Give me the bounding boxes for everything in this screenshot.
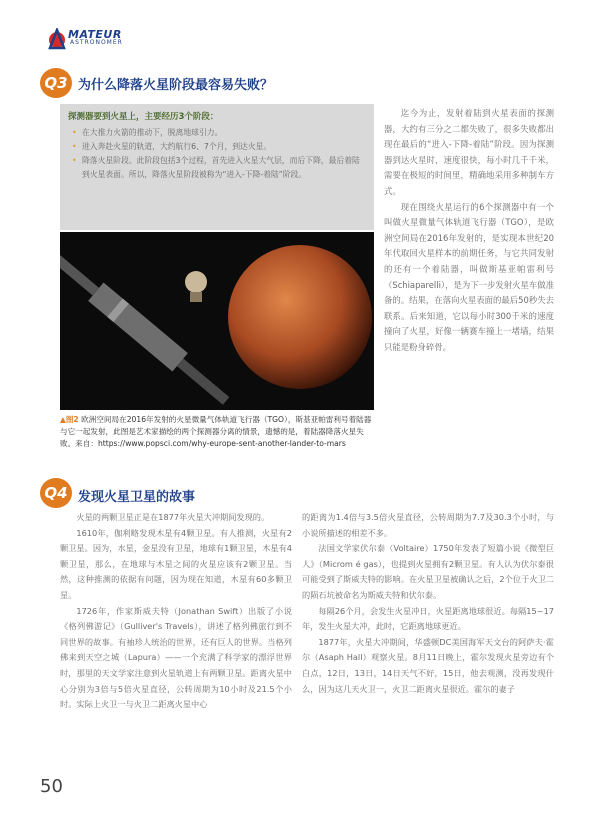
figure-caption [60,414,374,450]
q3-title: 为什么降落火星阶段最容易失败？ [78,78,274,93]
logo-line1: MATEUR [68,28,122,41]
q4-left-paragraph-1: 火星的两颗卫星正是在1877年火星大冲期间发现的。 [76,512,270,522]
magazine-logo [46,28,166,52]
q4-right-paragraph-3: 每隔26个月，会发生火星冲日，火星距离地球很近。每隔15~17年，发生火星大冲，此时，它距离地球更近。 [302,605,554,632]
q3-paragraph-1: 迄今为止，发射着陆到火星表面的探测器，大约有三分之二都失败了，很多失败都出现在最后的“进入-下降-着陆”阶段。因为探测器到达火星时，速度很快，每小时几千千米，需要在极短的时间里，精确地采用多种制车方式。 [384,108,554,196]
tgo-illustration [60,232,374,410]
logo-icon [46,28,68,50]
caption-text: 欧洲空间局在2016年发射的火星微量气体轨道飞行器（TGO），斯基亚帕雷利号着陆器与它一起发射，此图是艺术家描绘的两个探测器分离的情景，遗憾的是，着陆器降落火星失败。来自：https://www.popsci.com/why-europe-sent-another-lander-to-mars [60,415,372,448]
q4-right-paragraph-1: 的距离为1.4倍与3.5倍火星直径，公转周期为7.7及30.3个小时，与小说所描述的相差不多。 [302,512,554,538]
q3-paragraph-2: 现在围绕火星运行的6个探测器中有一个叫做火星微量气体轨道飞行器（TGO），是欧洲空间局在2016年发射的，是实现本世纪20年代取回火星样本的前期任务，与它共同发射的还有一个着陆器，叫做斯基亚帕雷利号（Schiaparelli），是为下一步发射火星车做准备的。结果，在落向火星表面的最后50秒失去联系。后来知道，它以每小时300千米的速度撞向了火星，好像一辆赛车撞上一堵墙，结果只能是粉身碎骨。 [384,201,554,352]
page-number: 50 [40,776,63,797]
mars-spacecraft-illustration [60,232,374,410]
q4-right-paragraph-2: 法国文学家伏尔泰（Voltaire）1750年发表了短篇小说《微型巨人》（Microm é gas），也提到火星拥有2颗卫星。有人认为伏尔泰很可能受到了斯威夫特的影响。在火星卫星被确认之后，2个位于火卫二的陨石坑被命名为斯威夫特和伏尔泰。 [302,543,554,600]
caption-label: ▲图2 [60,415,79,424]
stages-box [60,104,374,230]
stage-item-2: • 进入奔赴火星的轨道，大约航行6、7个月，到达火星。 [70,140,366,154]
stage-item-3: • 降落火星阶段。此阶段包括3个过程，首先进入火星大气层，而后下降，最后着陆到火星表面。所以，降落火星阶段被称为“进入-下降-着陆”阶段。 [70,154,366,182]
stages-list [70,126,366,182]
stages-box-heading: 探测器要到火星上，主要经历3个阶段： [68,112,219,122]
q4-left-paragraph-3: 1726年，作家斯威夫特（Jonathan Swift）出版了小说《格列佛游记》（Gulliver's Travels），讲述了格列佛旅行到不同世界的故事。有袖珍人统治的世界，还有巨人的世界。当格列佛来到天空之城（Lapura）——一个充满了科学家的漂浮世界时，那里的天文学家注意到火星轨道上有两颗卫星。距离火星中心分别为3倍与5倍火星直径，公转周期为10小时及21.5个小时。实际上火卫一与火卫二距离火星中心 [60,605,292,710]
q4-right-paragraph-4: 1877年，火星大冲期间，华盛顿DC美国海军天文台的阿萨夫·霍尔（Asaph Hall）观察火星。8月11日晚上，霍尔发现火星旁边有个白点，12日，13日，14日天气不好，15日，他去观测，没再发现什么，因为这几天火卫一，火卫二距离火星很近。霍尔的妻子 [302,636,554,694]
q4-badge: Q4 [40,478,72,508]
q4-body-left [60,510,292,713]
q4-left-paragraph-2: 1610年，伽利略发现木星有4颗卫星。有人推测，火星有2颗卫星。因为，水星，金星没有卫星，地球有1颗卫星，木星有4颗卫星，那么，在地球与木星之间的火星应该有2颗卫星。当然，这种推测的依据有问题，因为现在知道，木星有60多颗卫星。 [60,527,292,600]
q3-body-right [384,106,554,356]
logo-line2: ASTRONOMER [70,39,123,46]
q4-body-right [302,510,554,697]
stage-item-1: • 在大推力火箭的推动下，脱离地球引力。 [70,126,366,140]
q4-title: 发现火星卫星的故事 [78,490,196,505]
q3-badge: Q3 [40,68,72,98]
